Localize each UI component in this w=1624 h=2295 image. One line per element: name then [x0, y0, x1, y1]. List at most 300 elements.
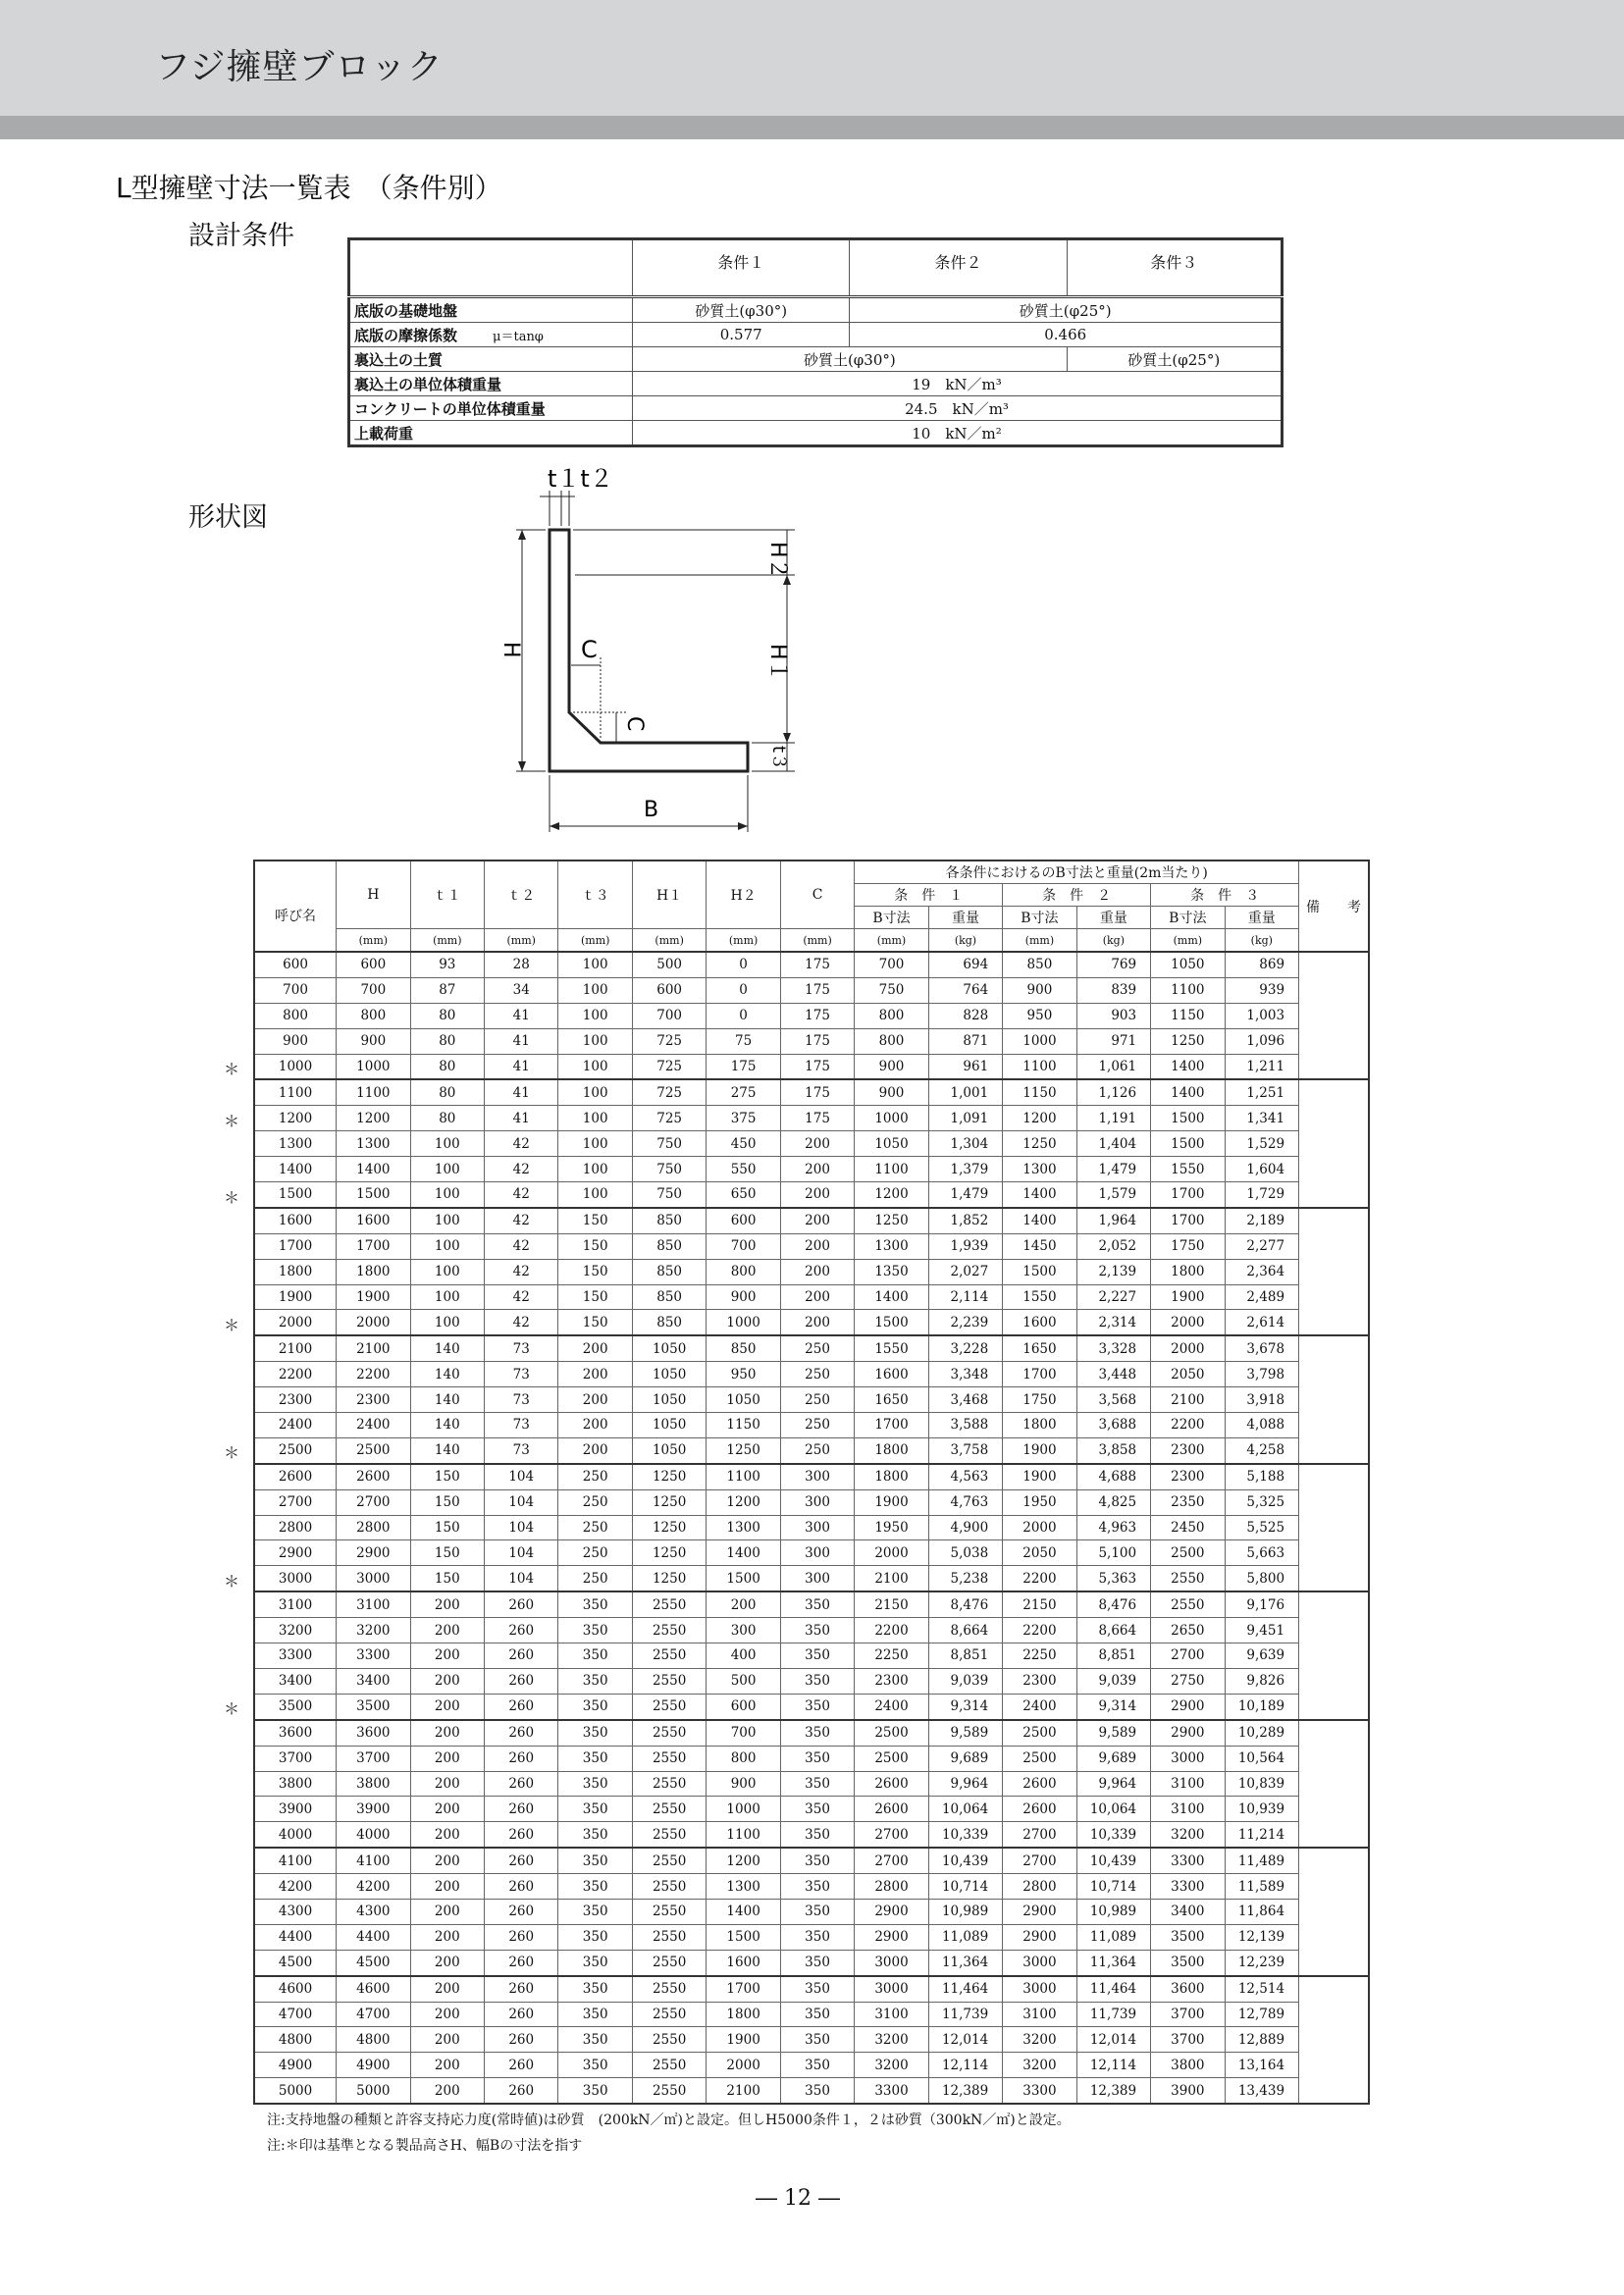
row-value-cell: 9,964	[928, 1771, 1002, 1797]
row-value-cell: 250	[780, 1335, 854, 1361]
row-value-cell: 3200	[855, 2053, 928, 2078]
row-value-cell: 800	[337, 1003, 410, 1028]
table-row	[254, 1515, 1369, 1540]
remarks-cell	[1299, 1950, 1369, 1975]
row-value-cell: 100	[410, 1310, 484, 1335]
row-value-cell: 3800	[1151, 2053, 1225, 2078]
row-value-cell: 1500	[1151, 1131, 1225, 1157]
row-value-cell: 2,239	[928, 1310, 1002, 1335]
row-value-cell: 850	[632, 1208, 706, 1233]
row-value-cell: 1800	[855, 1464, 928, 1489]
row-value-cell: 1700	[707, 1976, 780, 2002]
row-value-cell: 100	[410, 1157, 484, 1182]
row-value-cell: 850	[1003, 952, 1076, 977]
row-value-cell: 2550	[632, 1797, 706, 1822]
remarks-cell	[1299, 1976, 1369, 2002]
row-name-cell: 4200	[254, 1874, 337, 1900]
row-value-cell: 1050	[632, 1387, 706, 1413]
row-value-cell: 3000	[855, 1976, 928, 2002]
row-value-cell: 1250	[1151, 1028, 1225, 1054]
table-row	[254, 1668, 1369, 1694]
note-star: 注:＊印は基準となる製品高さH、幅Bの寸法を指す	[267, 2138, 583, 2154]
row-value-cell: 200	[410, 1668, 484, 1694]
row-value-cell: 1950	[855, 1515, 928, 1540]
row-value-cell: 73	[485, 1413, 558, 1438]
row-value-cell: 2550	[632, 1874, 706, 1900]
row-value-cell: 250	[558, 1464, 632, 1489]
row-value-cell: 3100	[1151, 1771, 1225, 1797]
row-value-cell: 450	[707, 1131, 780, 1157]
row-value-cell: 2550	[632, 1643, 706, 1669]
row-value-cell: 2900	[1151, 1720, 1225, 1746]
row-value-cell: 104	[485, 1540, 558, 1566]
row-value-cell: 1650	[855, 1387, 928, 1413]
col-header-h2: H２	[707, 861, 780, 929]
row-value-cell: 9,826	[1225, 1668, 1299, 1694]
row-value-cell: 2150	[855, 1591, 928, 1617]
remarks-cell	[1299, 1566, 1369, 1591]
row-value-cell: 2250	[855, 1643, 928, 1669]
row-value-cell: 1600	[707, 1950, 780, 1975]
row-value-cell: 300	[780, 1489, 854, 1515]
unit: (mm)	[632, 929, 706, 953]
row-name-cell: 600	[254, 952, 337, 977]
remarks-cell	[1299, 2053, 1369, 2078]
remarks-cell	[1299, 952, 1369, 977]
row-value-cell: 950	[707, 1362, 780, 1387]
row-value-cell: 900	[855, 1079, 928, 1105]
row-value-cell: 800	[707, 1746, 780, 1771]
row-value-cell: 3200	[1003, 2027, 1076, 2053]
row-value-cell: 350	[780, 2027, 854, 2053]
table-row	[254, 1079, 1369, 1105]
row-value-cell: 2900	[1151, 1694, 1225, 1719]
row-value-cell: 2250	[1003, 1643, 1076, 1669]
row-value-cell: 3,448	[1076, 1362, 1150, 1387]
row-value-cell: 260	[485, 1720, 558, 1746]
row-value-cell: 300	[780, 1566, 854, 1591]
row-value-cell: 42	[485, 1310, 558, 1335]
row-value-cell: 9,589	[928, 1720, 1002, 1746]
row-name-cell: 2400	[254, 1413, 337, 1438]
row-value-cell: 1000	[1003, 1028, 1076, 1054]
row-value-cell: 1,341	[1225, 1106, 1299, 1131]
row-value-cell: 2550	[632, 2002, 706, 2027]
row-name-cell: 4800	[254, 2027, 337, 2053]
row-value-cell: 350	[780, 1950, 854, 1975]
row-value-cell: 3400	[337, 1668, 410, 1694]
row-value-cell: 260	[485, 1976, 558, 2002]
row-value-cell: 3500	[1151, 1950, 1225, 1975]
col-header-remarks: 備 考	[1299, 861, 1369, 952]
unit: (mm)	[1003, 929, 1076, 953]
row-name-cell: 2100	[254, 1335, 337, 1361]
row-value-cell: 2,114	[928, 1284, 1002, 1310]
note-bearing: 注:支持地盤の種類と許容支持応力度(常時値)は砂質 (200kN／㎡)と設定。但しH5000条件１，２は砂質（300kN／㎡)と設定。	[267, 2112, 1071, 2128]
row-value-cell: 2100	[337, 1335, 410, 1361]
row-value-cell: 2400	[855, 1694, 928, 1719]
row-value-cell: 200	[410, 1976, 484, 2002]
row-value-cell: 2400	[1003, 1694, 1076, 1719]
row-value-cell: 350	[558, 1874, 632, 1900]
row-value-cell: 2300	[337, 1387, 410, 1413]
row-value-cell: 1750	[1151, 1233, 1225, 1259]
row-value-cell: 5,525	[1225, 1515, 1299, 1540]
row-name-cell: 1200	[254, 1106, 337, 1131]
row-value-cell: 2550	[632, 1618, 706, 1643]
row-value-cell: 1300	[855, 1233, 928, 1259]
row-value-cell: 350	[558, 1643, 632, 1669]
row-name-cell: 4600	[254, 1976, 337, 2002]
section-title: L型擁壁寸法一覧表 （条件別）	[116, 172, 502, 204]
row-value-cell: 140	[410, 1437, 484, 1463]
reference-star: ＊	[224, 1699, 240, 1719]
row-name-cell: 4100	[254, 1848, 337, 1873]
row-value-cell: 1500	[855, 1310, 928, 1335]
table-row	[254, 1233, 1369, 1259]
row-name-cell: 2900	[254, 1540, 337, 1566]
row-value-cell: 2400	[337, 1413, 410, 1438]
row-name-cell: 3200	[254, 1618, 337, 1643]
row-value-cell: 1050	[632, 1362, 706, 1387]
row-value-cell: 2800	[1003, 1874, 1076, 1900]
row-value-cell: 1000	[707, 1797, 780, 1822]
row-value-cell: 1100	[1151, 977, 1225, 1003]
row-value-cell: 1900	[1003, 1464, 1076, 1489]
row-value-cell: 2550	[632, 1822, 706, 1848]
remarks-cell	[1299, 1387, 1369, 1413]
row-value-cell: 700	[707, 1720, 780, 1746]
row-value-cell: 4,763	[928, 1489, 1002, 1515]
row-name-cell: 1600	[254, 1208, 337, 1233]
row-value-cell: 1150	[1003, 1079, 1076, 1105]
row-value-cell: 1100	[707, 1464, 780, 1489]
row-name-cell: 700	[254, 977, 337, 1003]
row-value-cell: 2,139	[1076, 1259, 1150, 1284]
row-value-cell: 2,314	[1076, 1310, 1150, 1335]
row-value-cell: 3000	[1003, 1976, 1076, 2002]
row-value-cell: 1550	[1151, 1157, 1225, 1182]
row-value-cell: 1450	[1003, 1233, 1076, 1259]
row-value-cell: 750	[855, 977, 928, 1003]
row-value-cell: 950	[1003, 1003, 1076, 1028]
row-value-cell: 200	[780, 1131, 854, 1157]
cond-value: 10 kN／m²	[633, 421, 1283, 446]
row-value-cell: 1600	[337, 1208, 410, 1233]
row-value-cell: 2200	[1151, 1413, 1225, 1438]
row-value-cell: 2300	[1151, 1437, 1225, 1463]
row-value-cell: 2550	[632, 1771, 706, 1797]
remarks-cell	[1299, 1106, 1369, 1131]
row-value-cell: 800	[707, 1259, 780, 1284]
cond-label: コンクリートの単位体積重量	[349, 396, 633, 421]
row-value-cell: 550	[707, 1157, 780, 1182]
row-value-cell: 0	[707, 952, 780, 977]
row-value-cell: 300	[780, 1515, 854, 1540]
row-value-cell: 1,479	[928, 1182, 1002, 1208]
row-value-cell: 200	[410, 1797, 484, 1822]
row-value-cell: 42	[485, 1208, 558, 1233]
row-value-cell: 939	[1225, 977, 1299, 1003]
row-value-cell: 100	[410, 1259, 484, 1284]
row-value-cell: 2000	[1151, 1335, 1225, 1361]
row-value-cell: 2750	[1151, 1668, 1225, 1694]
row-value-cell: 0	[707, 1003, 780, 1028]
row-value-cell: 150	[410, 1464, 484, 1489]
row-value-cell: 5,238	[928, 1566, 1002, 1591]
row-value-cell: 200	[410, 1924, 484, 1950]
shape-diagram-title: 形状図	[188, 502, 268, 533]
row-value-cell: 900	[1003, 977, 1076, 1003]
remarks-cell	[1299, 1259, 1369, 1284]
row-value-cell: 2500	[337, 1437, 410, 1463]
table-row	[254, 1054, 1369, 1079]
row-value-cell: 73	[485, 1335, 558, 1361]
remarks-cell	[1299, 1310, 1369, 1335]
row-value-cell: 175	[780, 952, 854, 977]
row-value-cell: 4000	[337, 1822, 410, 1848]
remarks-cell	[1299, 2027, 1369, 2053]
row-value-cell: 5,663	[1225, 1540, 1299, 1566]
row-value-cell: 3200	[337, 1618, 410, 1643]
row-value-cell: 200	[780, 1233, 854, 1259]
remarks-cell	[1299, 1797, 1369, 1822]
unit: (mm)	[1151, 929, 1225, 953]
row-value-cell: 200	[780, 1259, 854, 1284]
cond-header-2: 条件２	[850, 239, 1067, 297]
row-value-cell: 12,114	[928, 2053, 1002, 2078]
row-value-cell: 104	[485, 1566, 558, 1591]
row-value-cell: 140	[410, 1335, 484, 1361]
row-value-cell: 1250	[1003, 1131, 1076, 1157]
row-value-cell: 2000	[855, 1540, 928, 1566]
row-value-cell: 1000	[855, 1106, 928, 1131]
row-value-cell: 350	[780, 1746, 854, 1771]
row-value-cell: 200	[410, 2078, 484, 2104]
table-row	[254, 1003, 1369, 1028]
row-value-cell: 2550	[632, 1720, 706, 1746]
row-name-cell: 800	[254, 1003, 337, 1028]
row-value-cell: 2050	[1151, 1362, 1225, 1387]
row-name-cell: 1000	[254, 1054, 337, 1079]
remarks-cell	[1299, 1131, 1369, 1157]
row-value-cell: 200	[410, 2053, 484, 2078]
row-value-cell: 80	[410, 1079, 484, 1105]
row-value-cell: 250	[780, 1413, 854, 1438]
row-value-cell: 1000	[337, 1054, 410, 1079]
remarks-cell	[1299, 1157, 1369, 1182]
row-value-cell: 260	[485, 2027, 558, 2053]
row-name-cell: 1500	[254, 1182, 337, 1208]
col-header-t1: ｔ１	[410, 861, 484, 929]
row-value-cell: 725	[632, 1028, 706, 1054]
col-header-h1: H１	[632, 861, 706, 929]
table-row	[254, 2078, 1369, 2104]
row-value-cell: 900	[707, 1284, 780, 1310]
row-value-cell: 1800	[707, 2002, 780, 2027]
row-value-cell: 2700	[1003, 1848, 1076, 1873]
row-value-cell: 8,476	[1076, 1591, 1150, 1617]
row-name-cell: 5000	[254, 2078, 337, 2104]
col-header-h: H	[337, 861, 410, 929]
remarks-cell	[1299, 2002, 1369, 2027]
row-value-cell: 961	[928, 1054, 1002, 1079]
row-value-cell: 350	[780, 1668, 854, 1694]
row-name-cell: 2000	[254, 1310, 337, 1335]
row-value-cell: 42	[485, 1131, 558, 1157]
row-value-cell: 2300	[855, 1668, 928, 1694]
row-value-cell: 260	[485, 1668, 558, 1694]
remarks-cell	[1299, 1540, 1369, 1566]
row-value-cell: 2700	[1151, 1643, 1225, 1669]
row-value-cell: 260	[485, 1746, 558, 1771]
row-value-cell: 300	[780, 1464, 854, 1489]
row-name-cell: 4900	[254, 2053, 337, 2078]
row-value-cell: 260	[485, 1643, 558, 1669]
row-value-cell: 200	[780, 1284, 854, 1310]
row-value-cell: 260	[485, 1694, 558, 1719]
row-value-cell: 1700	[337, 1233, 410, 1259]
row-value-cell: 200	[410, 2027, 484, 2053]
row-value-cell: 9,039	[928, 1668, 1002, 1694]
table-row	[254, 1157, 1369, 1182]
row-name-cell: 3700	[254, 1746, 337, 1771]
cond-label: 裏込土の土質	[349, 347, 633, 372]
row-value-cell: 350	[780, 1797, 854, 1822]
row-value-cell: 250	[558, 1515, 632, 1540]
row-value-cell: 10,939	[1225, 1797, 1299, 1822]
row-value-cell: 350	[558, 2053, 632, 2078]
row-value-cell: 3600	[1151, 1976, 1225, 2002]
col-header-w2: 重量	[1076, 907, 1150, 929]
row-value-cell: 2600	[855, 1797, 928, 1822]
row-value-cell: 1100	[707, 1822, 780, 1848]
row-value-cell: 11,364	[928, 1950, 1002, 1975]
row-value-cell: 100	[558, 1003, 632, 1028]
col-header-cond1: 条 件 １	[855, 884, 1003, 907]
row-value-cell: 1,729	[1225, 1182, 1299, 1208]
remarks-cell	[1299, 1208, 1369, 1233]
row-value-cell: 1900	[337, 1284, 410, 1310]
row-value-cell: 41	[485, 1028, 558, 1054]
row-value-cell: 11,089	[928, 1924, 1002, 1950]
row-value-cell: 1150	[707, 1413, 780, 1438]
row-value-cell: 200	[780, 1310, 854, 1335]
row-value-cell: 1250	[632, 1489, 706, 1515]
row-value-cell: 150	[558, 1284, 632, 1310]
table-row	[254, 2027, 1369, 2053]
table-row	[254, 1464, 1369, 1489]
remarks-cell	[1299, 1899, 1369, 1924]
row-value-cell: 2700	[855, 1848, 928, 1873]
reference-star: ＊	[224, 1571, 240, 1591]
friction-formula: μ＝tanφ	[493, 329, 544, 344]
row-value-cell: 10,289	[1225, 1720, 1299, 1746]
row-value-cell: 2700	[855, 1822, 928, 1848]
row-value-cell: 903	[1076, 1003, 1150, 1028]
dim-label-t3: t３	[768, 746, 789, 771]
row-value-cell: 2550	[632, 1899, 706, 1924]
table-row	[254, 1566, 1369, 1591]
row-value-cell: 2150	[1003, 1591, 1076, 1617]
row-value-cell: 8,851	[1076, 1643, 1150, 1669]
row-value-cell: 350	[558, 2002, 632, 2027]
row-value-cell: 5,800	[1225, 1566, 1299, 1591]
unit: (kg)	[1076, 929, 1150, 953]
remarks-cell	[1299, 1335, 1369, 1361]
row-value-cell: 350	[780, 1874, 854, 1900]
table-row	[254, 1924, 1369, 1950]
row-value-cell: 4600	[337, 1976, 410, 2002]
row-value-cell: 3,758	[928, 1437, 1002, 1463]
row-value-cell: 9,689	[928, 1746, 1002, 1771]
row-value-cell: 350	[780, 1822, 854, 1848]
row-value-cell: 4,258	[1225, 1437, 1299, 1463]
remarks-cell	[1299, 1233, 1369, 1259]
row-value-cell: 2,027	[928, 1259, 1002, 1284]
row-value-cell: 1,852	[928, 1208, 1002, 1233]
row-value-cell: 1050	[855, 1131, 928, 1157]
row-value-cell: 2100	[855, 1566, 928, 1591]
row-name-cell: 2800	[254, 1515, 337, 1540]
row-value-cell: 42	[485, 1284, 558, 1310]
row-value-cell: 150	[558, 1310, 632, 1335]
row-value-cell: 350	[558, 1976, 632, 2002]
row-value-cell: 11,864	[1225, 1899, 1299, 1924]
table-row	[254, 1131, 1369, 1157]
row-value-cell: 200	[410, 2002, 484, 2027]
col-header-group: 各条件におけるのB寸法と重量(2m当たり)	[855, 861, 1299, 884]
row-value-cell: 2200	[1003, 1566, 1076, 1591]
dimension-table-body	[254, 952, 1369, 2104]
row-value-cell: 11,214	[1225, 1822, 1299, 1848]
row-value-cell: 3200	[1151, 1822, 1225, 1848]
row-value-cell: 350	[558, 1899, 632, 1924]
row-value-cell: 4,963	[1076, 1515, 1150, 1540]
row-value-cell: 9,039	[1076, 1668, 1150, 1694]
row-value-cell: 1700	[1151, 1208, 1225, 1233]
row-value-cell: 150	[410, 1540, 484, 1566]
row-value-cell: 1,304	[928, 1131, 1002, 1157]
table-row	[254, 1437, 1369, 1463]
row-value-cell: 350	[558, 1668, 632, 1694]
row-value-cell: 1300	[1003, 1157, 1076, 1182]
row-value-cell: 8,664	[1076, 1618, 1150, 1643]
row-value-cell: 1250	[632, 1566, 706, 1591]
row-value-cell: 350	[558, 2027, 632, 2053]
row-value-cell: 1700	[855, 1413, 928, 1438]
reference-star: ＊	[224, 1443, 240, 1463]
row-name-cell: 2300	[254, 1387, 337, 1413]
row-value-cell: 200	[780, 1157, 854, 1182]
row-value-cell: 2500	[855, 1720, 928, 1746]
row-value-cell: 2550	[632, 1591, 706, 1617]
row-name-cell: 900	[254, 1028, 337, 1054]
row-value-cell: 700	[337, 977, 410, 1003]
row-value-cell: 725	[632, 1054, 706, 1079]
col-header-b2: B寸法	[1003, 907, 1076, 929]
table-row	[254, 1899, 1369, 1924]
row-value-cell: 1,003	[1225, 1003, 1299, 1028]
cond-value: 砂質土(φ30°)	[633, 347, 1068, 372]
table-row	[254, 1591, 1369, 1617]
row-value-cell: 10,439	[928, 1848, 1002, 1873]
row-value-cell: 260	[485, 1822, 558, 1848]
row-value-cell: 3,858	[1076, 1437, 1150, 1463]
cond-value: 砂質土(φ25°)	[1067, 347, 1282, 372]
row-name-cell: 4700	[254, 2002, 337, 2027]
table-row	[254, 1028, 1369, 1054]
